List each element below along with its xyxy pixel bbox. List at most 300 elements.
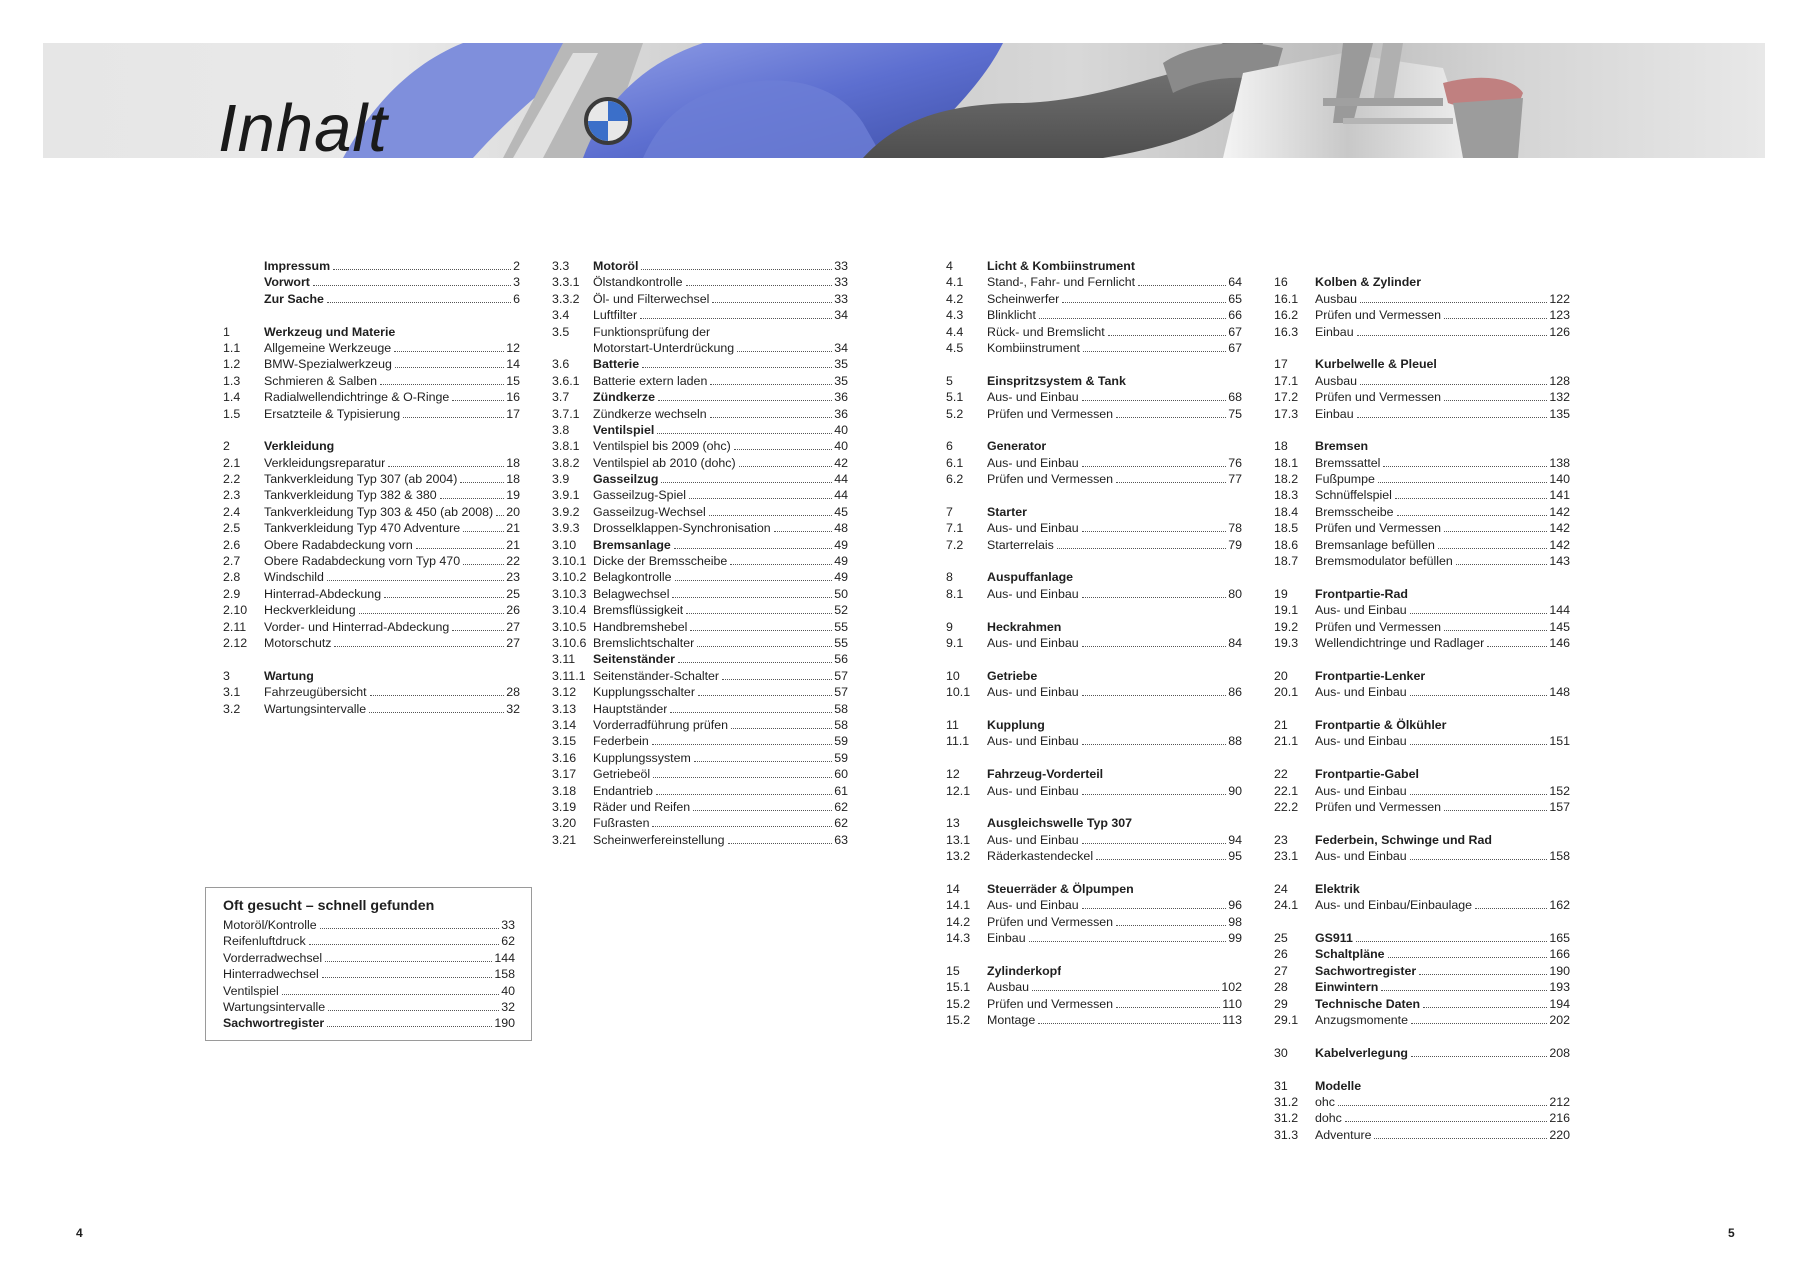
dot-leader (327, 1026, 492, 1027)
toc-entry[interactable] (552, 537, 848, 553)
toc-entry[interactable] (223, 619, 520, 635)
toc-entry-number: 16.3 (1274, 324, 1299, 339)
dot-leader (1039, 318, 1226, 319)
toc-entry-title: Zylinderkopf (987, 963, 1062, 978)
toc-entry[interactable] (223, 438, 520, 454)
toc-entry[interactable] (1274, 897, 1570, 913)
toc-entry[interactable] (946, 717, 1242, 733)
toc-entry[interactable] (1274, 373, 1570, 389)
dot-leader (1438, 548, 1547, 549)
toc-entry-title: Belagwechsel (593, 586, 670, 601)
toc-entry-number: 19.2 (1274, 619, 1299, 634)
toc-entry-title: Vorder- und Hinterrad-Abdeckung (264, 619, 450, 634)
dot-leader (693, 810, 832, 811)
toc-entry-title: Ventilspiel (593, 422, 655, 437)
toc-entry[interactable] (223, 340, 520, 356)
toc-entry-number: 3.6 (552, 357, 570, 372)
toc-entry[interactable] (552, 668, 848, 684)
toc-entry[interactable] (223, 406, 520, 422)
toc-entry-title: Aus- und Einbau (987, 521, 1079, 536)
toc-entry-number: 18.4 (1274, 504, 1299, 519)
toc-entry-number: 1.1 (223, 340, 241, 355)
toc-entry-number: 18.5 (1274, 521, 1299, 536)
dot-leader (710, 384, 832, 385)
dot-leader (652, 826, 832, 827)
toc-entry-page: 28 (506, 685, 520, 700)
toc-entry[interactable] (223, 569, 520, 585)
toc-entry[interactable] (223, 373, 520, 389)
toc-entry[interactable] (946, 930, 1242, 946)
toc-entry[interactable] (1274, 684, 1570, 700)
toc-entry-page: 12 (506, 340, 520, 355)
toc-entry-title: Dicke der Bremsscheibe (593, 554, 728, 569)
toc-spacer (1274, 701, 1570, 717)
toc-entry[interactable] (552, 422, 848, 438)
toc-entry[interactable] (552, 717, 848, 733)
toc-entry[interactable] (946, 586, 1242, 602)
toc-entry-number: 3.2 (223, 701, 241, 716)
quick-find-page: 32 (501, 999, 515, 1014)
toc-entry[interactable] (223, 668, 520, 684)
dot-leader (1395, 498, 1547, 499)
toc-entry[interactable] (1274, 619, 1570, 635)
toc-entry-title: Technische Daten (1315, 996, 1421, 1011)
toc-spacer (1274, 340, 1570, 356)
toc-entry-number: 9.1 (946, 635, 964, 650)
toc-entry[interactable] (946, 307, 1242, 323)
toc-entry-title: Fahrzeug-Vorderteil (987, 767, 1104, 782)
dot-leader (416, 548, 504, 549)
toc-spacer (1274, 422, 1570, 438)
toc-spacer (223, 651, 520, 667)
toc-column-2 (552, 258, 848, 848)
toc-entry[interactable] (946, 848, 1242, 864)
dot-leader (1082, 646, 1227, 647)
toc-entry-title: dohc (1315, 1111, 1342, 1126)
toc-entry[interactable] (223, 504, 520, 520)
toc-entry-page: 77 (1228, 472, 1242, 487)
toc-entry-number: 4.3 (946, 308, 964, 323)
toc-entry[interactable] (946, 471, 1242, 487)
toc-entry-page: 26 (506, 603, 520, 618)
dot-leader (1116, 482, 1226, 483)
toc-entry[interactable] (552, 389, 848, 405)
toc-entry[interactable] (552, 651, 848, 667)
quick-find-label: Hinterradwechsel (223, 967, 319, 982)
toc-entry[interactable] (552, 569, 848, 585)
toc-entry[interactable] (1274, 324, 1570, 340)
toc-entry[interactable] (1274, 455, 1570, 471)
quick-find-title: Oft gesucht – schnell gefunden (223, 898, 435, 914)
toc-entry-title: Tankverkleidung Typ 303 & 450 (ab 2008) (264, 504, 494, 519)
toc-entry[interactable] (946, 914, 1242, 930)
toc-entry[interactable] (1274, 766, 1570, 782)
dot-leader (369, 712, 504, 713)
toc-entry-page: 6 (513, 291, 520, 306)
quick-find-page: 144 (494, 950, 515, 965)
toc-entry[interactable] (1274, 487, 1570, 503)
dot-leader (1419, 974, 1547, 975)
toc-entry-number: 12 (946, 767, 960, 782)
toc-entry-page: 57 (834, 685, 848, 700)
toc-entry[interactable] (552, 291, 848, 307)
dot-leader (1456, 564, 1548, 565)
toc-entry[interactable] (223, 520, 520, 536)
toc-spacer (946, 422, 1242, 438)
toc-entry-page: 18 (506, 472, 520, 487)
toc-entry-title: Generator (987, 439, 1047, 454)
toc-entry[interactable] (946, 668, 1242, 684)
toc-entry-page: 212 (1549, 1094, 1570, 1109)
quick-find-item[interactable] (223, 933, 515, 949)
toc-entry-title: Kupplung (987, 717, 1045, 732)
toc-entry[interactable] (552, 356, 848, 372)
toc-entry[interactable] (1274, 881, 1570, 897)
toc-entry[interactable] (946, 881, 1242, 897)
toc-entry[interactable] (552, 799, 848, 815)
toc-entry-page: 216 (1549, 1111, 1570, 1126)
toc-entry[interactable] (552, 504, 848, 520)
toc-entry-title: Ausgleichswelle Typ 307 (987, 816, 1133, 831)
toc-entry[interactable] (223, 455, 520, 471)
toc-entry-number: 17.3 (1274, 406, 1299, 421)
quick-find-label: Sachwortregister (223, 1016, 325, 1031)
toc-entry-number: 2.1 (223, 455, 241, 470)
toc-entry-title: Gasseilzug-Wechsel (593, 504, 706, 519)
dot-leader (394, 351, 504, 352)
dot-leader (1378, 482, 1547, 483)
toc-spacer (946, 701, 1242, 717)
dot-leader (1410, 744, 1548, 745)
toc-entry[interactable] (1274, 668, 1570, 684)
toc-entry-number: 3.9.2 (552, 504, 580, 519)
toc-entry[interactable] (1274, 799, 1570, 815)
dot-leader (1116, 417, 1226, 418)
toc-entry-page: 152 (1549, 783, 1570, 798)
toc-entry-title: Motorstart-Unterdrückung (593, 340, 735, 355)
toc-entry[interactable] (223, 537, 520, 553)
toc-entry[interactable] (946, 504, 1242, 520)
toc-entry[interactable] (1274, 783, 1570, 799)
toc-entry[interactable] (1274, 553, 1570, 569)
toc-spacer (1274, 1061, 1570, 1077)
toc-entry[interactable] (1274, 520, 1570, 536)
dot-leader (1138, 285, 1226, 286)
toc-entry[interactable] (223, 356, 520, 372)
toc-entry-number: 2.12 (223, 635, 248, 650)
toc-entry[interactable] (946, 373, 1242, 389)
toc-entry[interactable] (552, 684, 848, 700)
toc-entry-title: Rück- und Bremslicht (987, 324, 1105, 339)
toc-entry[interactable] (552, 832, 848, 848)
dot-leader (380, 384, 504, 385)
toc-entry-number: 10 (946, 668, 960, 683)
toc-entry[interactable] (946, 684, 1242, 700)
toc-entry[interactable] (223, 389, 520, 405)
toc-entry[interactable] (1274, 291, 1570, 307)
toc-entry-number: 3.12 (552, 685, 577, 700)
toc-entry-title: Verkleidung (264, 439, 335, 454)
toc-entry-title: Einbau (1315, 324, 1354, 339)
toc-entry-title: Prüfen und Vermessen (987, 406, 1114, 421)
toc-entry[interactable] (1274, 1078, 1570, 1094)
toc-entry-title: Ausbau (1315, 373, 1358, 388)
toc-entry[interactable] (1274, 356, 1570, 372)
toc-entry-title: Funktionsprüfung der (593, 324, 711, 339)
toc-spacer (946, 356, 1242, 372)
toc-entry[interactable] (946, 635, 1242, 651)
toc-entry-page: 55 (834, 635, 848, 650)
dot-leader (1475, 908, 1547, 909)
toc-entry[interactable] (223, 487, 520, 503)
toc-entry[interactable] (1274, 1012, 1570, 1028)
toc-entry-number: 3.4 (552, 308, 570, 323)
toc-entry-title: Aus- und Einbau (1315, 849, 1407, 864)
toc-entry-page: 202 (1549, 1012, 1570, 1027)
toc-entry[interactable] (552, 602, 848, 618)
toc-column-3 (946, 258, 1242, 1028)
toc-entry-number: 18 (1274, 439, 1288, 454)
toc-entry-page: 208 (1549, 1045, 1570, 1060)
toc-entry[interactable] (946, 274, 1242, 290)
toc-entry[interactable] (946, 537, 1242, 553)
toc-entry[interactable] (552, 324, 848, 340)
toc-entry[interactable] (552, 455, 848, 471)
toc-entry[interactable] (552, 783, 848, 799)
toc-entry[interactable] (223, 274, 520, 290)
toc-entry[interactable] (552, 340, 848, 356)
toc-entry[interactable] (1274, 848, 1570, 864)
toc-entry[interactable] (946, 832, 1242, 848)
toc-entry-title: ohc (1315, 1094, 1335, 1109)
quick-find-item[interactable] (223, 1015, 515, 1031)
toc-entry[interactable] (946, 324, 1242, 340)
toc-entry-title: Schaltpläne (1315, 947, 1385, 962)
toc-entry-number: 2.3 (223, 488, 241, 503)
toc-entry-page: 165 (1549, 931, 1570, 946)
toc-entry-number: 28 (1274, 980, 1288, 995)
quick-find-item[interactable] (223, 983, 515, 999)
toc-spacer (1274, 815, 1570, 831)
toc-entry[interactable] (223, 701, 520, 717)
toc-entry[interactable] (1274, 733, 1570, 749)
toc-entry-page: 56 (834, 652, 848, 667)
toc-entry-title: Bremsen (1315, 439, 1369, 454)
toc-entry[interactable] (1274, 635, 1570, 651)
toc-entry-title: Heckrahmen (987, 619, 1062, 634)
toc-entry[interactable] (223, 684, 520, 700)
toc-spacer (223, 307, 520, 323)
toc-entry[interactable] (946, 897, 1242, 913)
toc-entry[interactable] (1274, 979, 1570, 995)
dot-leader (1116, 925, 1226, 926)
toc-entry[interactable] (223, 291, 520, 307)
toc-entry[interactable] (552, 619, 848, 635)
dot-leader (322, 977, 493, 978)
toc-entry-number: 15.2 (946, 996, 971, 1011)
toc-entry-number: 20 (1274, 668, 1288, 683)
toc-entry[interactable] (552, 406, 848, 422)
toc-entry-page: 90 (1228, 783, 1242, 798)
toc-entry[interactable] (223, 553, 520, 569)
toc-entry[interactable] (552, 438, 848, 454)
toc-entry[interactable] (552, 733, 848, 749)
toc-entry[interactable] (946, 389, 1242, 405)
dot-leader (327, 580, 504, 581)
toc-entry-number: 3.11 (552, 652, 576, 667)
toc-entry[interactable] (1274, 1110, 1570, 1126)
toc-entry[interactable] (1274, 586, 1570, 602)
toc-entry-title: Zur Sache (264, 291, 324, 306)
quick-find-page: 33 (501, 918, 515, 932)
toc-entry-title: Adventure (1315, 1127, 1372, 1142)
dot-leader (731, 728, 832, 729)
toc-entry[interactable] (1274, 963, 1570, 979)
dot-leader (1397, 515, 1548, 516)
toc-entry[interactable] (552, 635, 848, 651)
toc-entry[interactable] (552, 373, 848, 389)
toc-entry-title: Aus- und Einbau (987, 455, 1079, 470)
toc-entry-number: 19.3 (1274, 635, 1299, 650)
toc-entry-number: 13.2 (946, 849, 971, 864)
toc-entry[interactable] (223, 258, 520, 274)
toc-entry[interactable] (1274, 504, 1570, 520)
quick-find-page: 40 (501, 983, 515, 998)
toc-entry[interactable] (552, 520, 848, 536)
toc-entry[interactable] (552, 750, 848, 766)
toc-entry[interactable] (1274, 389, 1570, 405)
toc-entry[interactable] (946, 963, 1242, 979)
toc-entry-number: 3.10.4 (552, 603, 587, 618)
toc-entry-page: 67 (1228, 324, 1242, 339)
toc-entry[interactable] (1274, 274, 1570, 290)
quick-find-item[interactable] (223, 966, 515, 982)
toc-entry[interactable] (946, 291, 1242, 307)
toc-entry-page: 193 (1549, 980, 1570, 995)
toc-entry[interactable] (223, 602, 520, 618)
toc-entry[interactable] (1274, 946, 1570, 962)
toc-entry[interactable] (552, 586, 848, 602)
toc-entry[interactable] (1274, 602, 1570, 618)
toc-entry[interactable] (552, 274, 848, 290)
toc-entry-title: Ventilspiel ab 2010 (dohc) (593, 455, 736, 470)
toc-entry-number: 3.19 (552, 799, 577, 814)
toc-spacer (946, 487, 1242, 503)
toc-entry[interactable] (946, 815, 1242, 831)
toc-entry-number: 22 (1274, 767, 1288, 782)
toc-entry[interactable] (552, 766, 848, 782)
toc-entry[interactable] (552, 307, 848, 323)
dot-leader (1057, 548, 1226, 549)
toc-entry-page: 59 (834, 734, 848, 749)
toc-entry[interactable] (223, 635, 520, 651)
toc-entry[interactable] (946, 979, 1242, 995)
toc-entry[interactable] (1274, 717, 1570, 733)
dot-leader (1374, 1138, 1547, 1139)
toc-entry-title: Aus- und Einbau (987, 635, 1079, 650)
toc-entry-number: 3.3 (552, 259, 570, 273)
toc-entry-title: Aus- und Einbau (987, 734, 1079, 749)
dot-leader (675, 580, 833, 581)
toc-entry[interactable] (946, 258, 1242, 274)
toc-entry-number: 3.9.1 (552, 488, 580, 503)
toc-entry[interactable] (552, 553, 848, 569)
toc-entry[interactable] (1274, 1045, 1570, 1061)
toc-entry[interactable] (552, 258, 848, 274)
toc-entry[interactable] (1274, 307, 1570, 323)
toc-entry-page: 128 (1549, 373, 1570, 388)
toc-entry[interactable] (946, 340, 1242, 356)
toc-entry[interactable] (552, 487, 848, 503)
toc-entry[interactable] (946, 569, 1242, 585)
quick-find-item[interactable] (223, 950, 515, 966)
toc-entry-number: 16.1 (1274, 291, 1299, 306)
toc-entry[interactable] (1274, 438, 1570, 454)
toc-spacer (946, 946, 1242, 962)
toc-entry[interactable] (946, 996, 1242, 1012)
toc-entry-page: 27 (506, 619, 520, 634)
toc-entry-page: 102 (1221, 980, 1242, 995)
toc-entry-number: 1.3 (223, 373, 241, 388)
toc-entry-title: Räder und Reifen (593, 799, 691, 814)
toc-entry[interactable] (946, 733, 1242, 749)
toc-entry[interactable] (1274, 406, 1570, 422)
toc-entry[interactable] (946, 619, 1242, 635)
toc-entry-number: 4.5 (946, 340, 964, 355)
toc-entry[interactable] (1274, 832, 1570, 848)
toc-entry-number: 7 (946, 504, 953, 519)
toc-entry-title: Aus- und Einbau (1315, 603, 1407, 618)
toc-spacer (946, 602, 1242, 618)
toc-entry[interactable] (946, 520, 1242, 536)
toc-entry[interactable] (223, 586, 520, 602)
toc-entry[interactable] (946, 455, 1242, 471)
toc-entry-title: Gasseilzug-Spiel (593, 488, 686, 503)
toc-entry-number: 31.3 (1274, 1127, 1299, 1142)
dot-leader (452, 400, 504, 401)
toc-entry-number: 7.2 (946, 537, 964, 552)
toc-entry[interactable] (946, 766, 1242, 782)
dot-leader (1082, 908, 1227, 909)
dot-leader (1082, 744, 1227, 745)
quick-find-item[interactable] (223, 999, 515, 1015)
toc-entry-page: 63 (834, 832, 848, 847)
toc-entry[interactable] (1274, 930, 1570, 946)
quick-find-item[interactable] (223, 917, 515, 933)
toc-entry[interactable] (223, 471, 520, 487)
toc-entry[interactable] (1274, 537, 1570, 553)
toc-entry[interactable] (946, 406, 1242, 422)
toc-entry[interactable] (1274, 1127, 1570, 1143)
toc-entry[interactable] (946, 1012, 1242, 1028)
toc-entry[interactable] (1274, 1094, 1570, 1110)
toc-entry-page: 52 (834, 603, 848, 618)
toc-entry-number: 12.1 (946, 783, 971, 798)
dot-leader (1381, 990, 1547, 991)
toc-entry-title: Werkzeug und Materie (264, 324, 396, 339)
toc-entry[interactable] (946, 783, 1242, 799)
toc-entry-page: 142 (1549, 504, 1570, 519)
toc-entry[interactable] (1274, 996, 1570, 1012)
toc-entry[interactable] (552, 815, 848, 831)
toc-entry[interactable] (552, 701, 848, 717)
toc-entry[interactable] (1274, 471, 1570, 487)
toc-entry[interactable] (223, 324, 520, 340)
toc-entry[interactable] (552, 471, 848, 487)
right-page-number: 5 (1728, 1226, 1735, 1240)
toc-entry[interactable] (946, 438, 1242, 454)
toc-entry-page: 122 (1549, 291, 1570, 306)
